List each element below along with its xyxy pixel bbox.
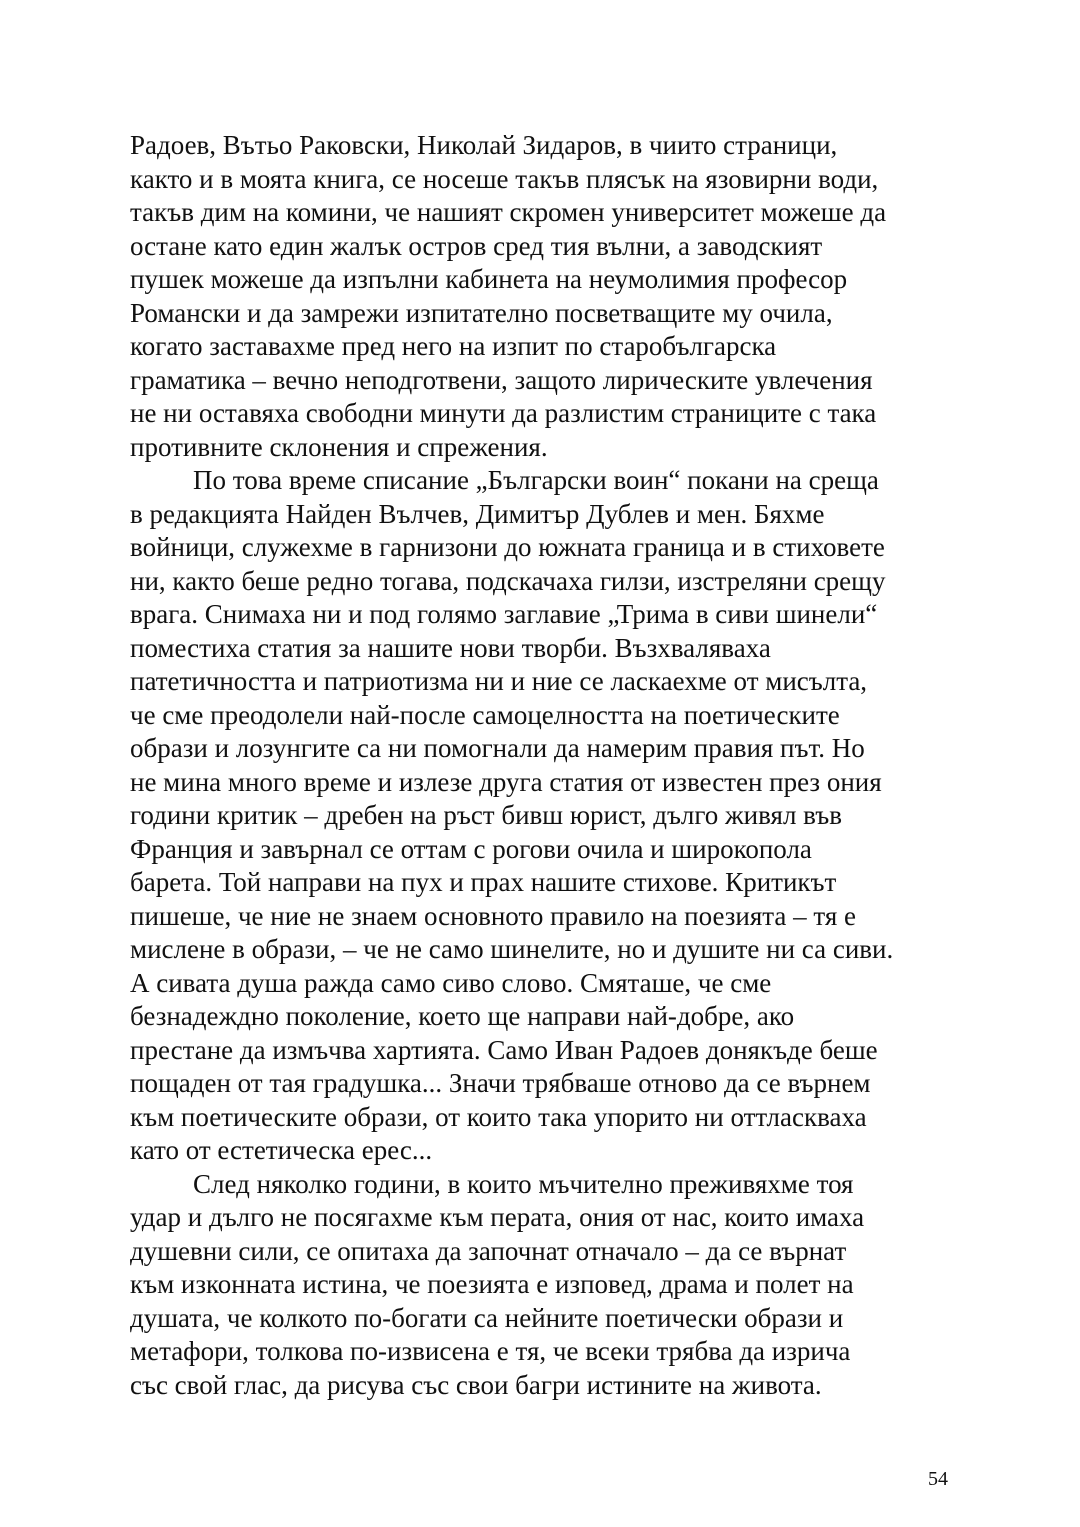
text-line: барета. Той направи на пух и прах нашите стихове. Критикът — [130, 867, 837, 897]
text-line: такъв дим на комини, че нашият скромен университет можеше да — [130, 197, 887, 227]
text-line: пощаден от тая градушка... Значи трябваше отново да се върнем — [130, 1068, 871, 1098]
text-line: безнадеждно поколение, което ще направи най-добре, ако — [130, 1001, 795, 1031]
text-line: със свой глас, да рисува със свои багри истините на живота. — [130, 1369, 822, 1400]
text-line: врага. Снимаха ни и под голямо заглавие „Трима в сиви шинели“ — [130, 599, 878, 629]
paragraph — [130, 464, 960, 1168]
text-line: към поетическите образи, от които така упорито ни оттласкваха — [130, 1101, 867, 1132]
text-line: като от естетическа ерес... — [130, 1135, 433, 1165]
text-line: не ни оставяха свободни минути да разлистим страниците с така — [130, 398, 877, 428]
text-line: както и в моята книга, се носеше такъв плясък на язовирни води, — [130, 163, 879, 194]
text-line: метафори, толкова по-извисена е тя, че всеки трябва да изрича — [130, 1336, 851, 1366]
text-line: мислене в образи, – че не само шинелите, но и душите ни са сиви. — [130, 934, 894, 964]
text-line: душата, че колкото по-богати са нейните поетически образи и — [130, 1302, 844, 1333]
text-line: години критик – дребен на ръст бивш юрист, дълго живял във — [130, 800, 842, 830]
text-line: По това време списание „Български воин“ покани на среща — [193, 465, 879, 495]
text-line: ни, както беше редно тогава, подскачаха гилзи, изстреляни срещу — [130, 565, 886, 596]
text-line: пушек можеше да изпълни кабинета на неумолимия професор — [130, 264, 848, 294]
text-line: Романски и да замрежи изпитателно посветващите му очила, — [130, 297, 833, 328]
text-line: не мина много време и излезе друга статия от известен през ония — [130, 766, 882, 797]
text-line: патетичността и патриотизма ни и ние се ласкаехме от мисълта, — [130, 666, 868, 696]
text-line: пишеше, че ние не знаем основното правило на поезията – тя е — [130, 900, 857, 931]
text-line: душевни сили, се опитаха да започнат отначало – да се върнат — [130, 1235, 847, 1266]
text-line: удар и дълго не посягахме към перата, ония от нас, които имаха — [130, 1202, 865, 1232]
text-line: в редакцията Найден Вълчев, Димитър Дублев и мен. Бяхме — [130, 498, 825, 529]
text-line: към изконната истина, че поезията е изповед, драма и полет на — [130, 1269, 854, 1299]
text-line: остане като един жалък остров сред тия вълни, а заводският — [130, 230, 823, 261]
text-line: противните склонения и спрежения. — [130, 431, 548, 462]
text-line: граматика – вечно неподготвени, защото лирическите увлечения — [130, 364, 873, 395]
text-line: Франция и завърнал се оттам с рогови очила и широкопола — [130, 833, 812, 864]
body-text — [130, 129, 960, 1402]
text-line: образи и лозунгите са ни помогнали да намерим правия път. Но — [130, 733, 865, 763]
text-line: войници, служехме в гарнизони до южната граница и в стиховете — [130, 532, 885, 562]
text-line: когато заставахме пред него на изпит по старобългарска — [130, 331, 777, 361]
text-line: А сивата душа ражда само сиво слово. Смяташе, че сме — [130, 967, 772, 998]
text-line: След няколко години, в които мъчително преживяхме тоя — [193, 1168, 854, 1199]
paragraph — [130, 1168, 960, 1403]
text-line: че сме преодолели най-после самоцелността на поетическите — [130, 699, 840, 730]
text-line: Радоев, Вътьо Раковски, Николай Зидаров, в чиито страници, — [130, 130, 838, 160]
page-number: 54 — [928, 1468, 948, 1490]
text-line: поместиха статия за нашите нови творби. Възхваляваха — [130, 632, 771, 663]
paragraph — [130, 129, 960, 464]
text-line: престане да измъчва хартията. Само Иван Радоев донякъде беше — [130, 1034, 878, 1065]
